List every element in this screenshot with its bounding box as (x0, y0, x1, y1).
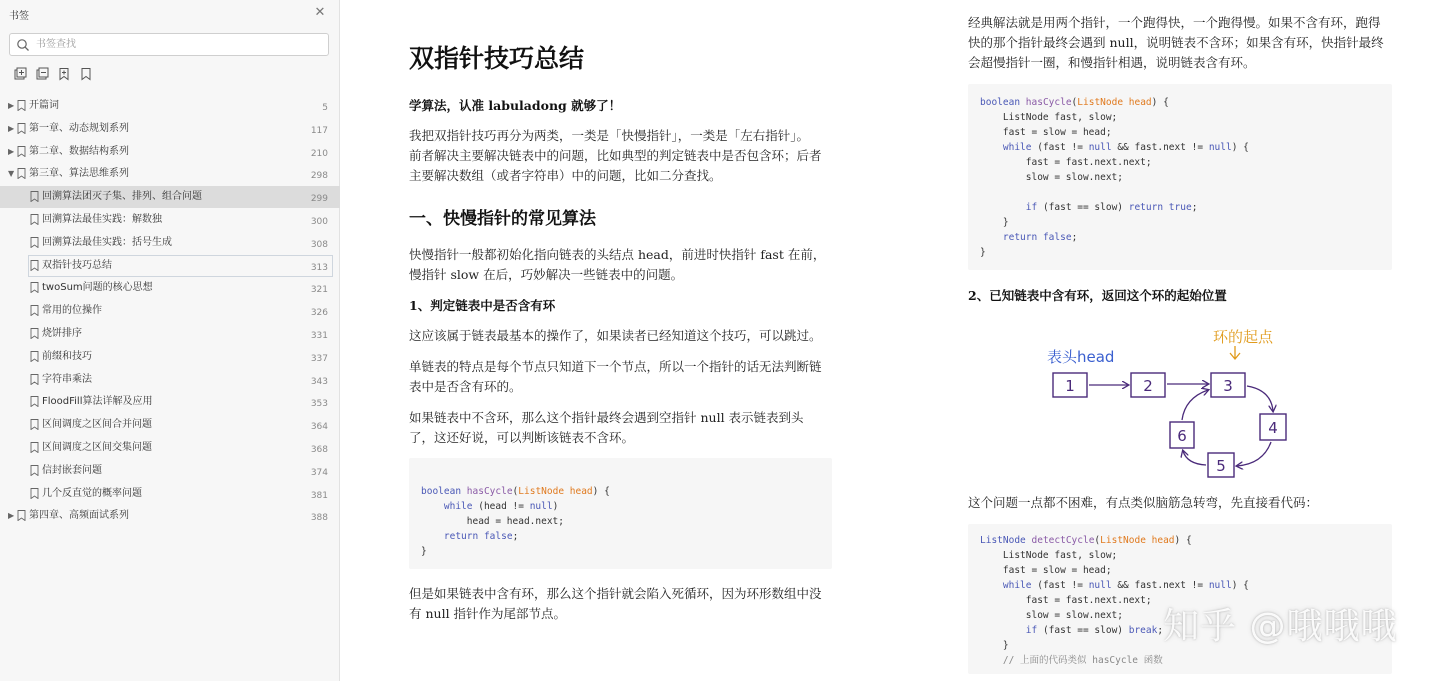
watermark: 知乎 @哦哦哦 (1163, 606, 1398, 647)
bookmark-item[interactable] (0, 369, 340, 391)
bookmark-item[interactable] (0, 163, 340, 185)
node-2 (1131, 373, 1165, 397)
bookmark-page-number: 381 (310, 490, 328, 501)
code-line: } (980, 640, 1009, 651)
bookmark-page-icon (30, 396, 39, 407)
code-line: if (fast == slow) break; (1025, 625, 1164, 636)
bookmark-label: 第一章、动态规划系列 (29, 122, 129, 134)
bookmark-page-icon (30, 488, 39, 499)
bookmark-page-number: 368 (310, 445, 328, 455)
right-intro-line-1: 经典解法就是用两个指针，一个跑得快，一个跑得慢。如果不含有环，跑得 (968, 15, 1381, 30)
svg-text:4: 4 (1268, 419, 1278, 437)
code-line: head = head.next; (421, 516, 564, 527)
svg-text:5: 5 (1216, 457, 1226, 475)
document-page-right (940, 0, 1440, 681)
bookmark-page-icon (30, 328, 39, 339)
sub1-para-2-line-1: 单链表的特点是每个节点只知道下一个节点，所以一个指针的话无法判断链 (409, 359, 822, 374)
bookmark-page-icon (30, 442, 39, 453)
bookmark-page-number: 308 (310, 239, 328, 250)
bookmark-label: 回溯算法最佳实践：解数独 (42, 214, 162, 225)
sub2-text: 这个问题一点都不困难，有点类似脑筋急转弯，先直接看代码： (968, 495, 1319, 510)
search-icon (16, 38, 30, 52)
bookmark-page-icon (30, 374, 39, 385)
section1-line-2: 慢指针 slow 在后，巧妙解决一些链表中的问题。 (409, 267, 684, 282)
svg-text:1: 1 (1065, 377, 1075, 395)
bookmark-item[interactable] (0, 95, 340, 117)
bookmark-label: 前缀和技巧 (42, 350, 92, 362)
chevron-right-icon[interactable]: ▶ (8, 101, 15, 110)
bookmark-item[interactable] (0, 186, 340, 208)
bookmark-label: 第四章、高频面试系列 (29, 510, 129, 522)
bookmark-label: 双指针技巧总结 (42, 259, 112, 271)
bookmark-page-number: 210 (310, 148, 328, 159)
code-line: slow = slow.next; (980, 610, 1123, 621)
bookmark-page-icon (30, 419, 39, 430)
subheading-1: 1、判定链表中是否含有环 (409, 298, 556, 313)
right-intro-line-2: 快的那个指针最终会遇到 null，说明链表不含环；如果含有环，快指针最终 (968, 35, 1384, 50)
code-line: while (head != null) (443, 501, 559, 512)
code-line: fast = fast.next.next; (980, 157, 1152, 168)
code-line: ListNode fast, slow; (980, 112, 1118, 123)
bookmark-label: 开篇词 (29, 100, 59, 111)
bookmark-search-box[interactable] (9, 33, 329, 56)
intro-line-3: 主要解决数组（或者字符串）中的问题，比如二分查找。 (409, 168, 722, 183)
bookmark-label: 第三章、算法思维系列 (29, 168, 129, 180)
bookmark-item[interactable] (0, 255, 340, 277)
bookmark-item[interactable] (0, 505, 340, 527)
bookmark-item[interactable] (0, 300, 340, 322)
bookmark-sidebar (0, 0, 340, 681)
collapse-all-icon[interactable] (35, 67, 49, 81)
cycle-start-label: 环的起点 (1213, 328, 1274, 346)
code-line: return false; (1002, 232, 1078, 243)
code-line: fast = slow = head; (980, 127, 1112, 138)
sub1-para-1: 这应该属于链表最基本的操作了，如果读者已经知道这个技巧，可以跳过。 (409, 328, 822, 343)
bookmark-page-icon (17, 123, 26, 134)
document-page-left (341, 0, 880, 681)
code-line: boolean hasCycle(ListNode head) { (980, 97, 1169, 108)
edge-5-6 (1183, 451, 1206, 465)
bookmark-page-icon (30, 305, 39, 316)
bookmark-label: 回溯算法最佳实践：括号生成 (42, 236, 172, 248)
node-4 (1260, 414, 1286, 440)
bookmark-page-icon (30, 260, 39, 271)
bookmark-item[interactable] (0, 323, 340, 345)
bookmark-item[interactable] (0, 118, 340, 140)
section-heading-1: 一、快慢指针的常见算法 (409, 209, 596, 229)
bookmark-page-icon (17, 100, 26, 111)
code-line: while (fast != null && fast.next != null) { (1002, 142, 1249, 153)
bookmark-page-number: 388 (310, 513, 328, 524)
bookmark-page-icon (17, 146, 26, 157)
bookmark-label: FloodFill算法详解及应用 (42, 396, 153, 408)
start-arrow (1230, 346, 1240, 359)
section1-line-1: 快慢指针一般都初始化指向链表的头结点 head，前进时快指针 fast 在前， (409, 247, 826, 262)
sub1-para-2-line-2: 表中是否含有环的。 (409, 379, 522, 394)
bookmark-page-number: 298 (310, 171, 328, 182)
bookmark-label: 字符串乘法 (42, 373, 92, 385)
right-intro-line-3: 会超慢指针一圈，和慢指针相遇，说明链表含有环。 (968, 55, 1256, 70)
bookmark-page-icon (17, 510, 26, 521)
bookmark-label: twoSum问题的核心思想 (42, 282, 153, 294)
bookmark-page-number: 5 (322, 103, 328, 113)
bookmark-page-number: 337 (310, 353, 328, 364)
bookmark-page-number: 313 (310, 262, 328, 273)
node-1 (1053, 373, 1087, 397)
bookmark-item[interactable] (0, 391, 340, 413)
after-code-line-2: 有 null 指针作为尾部节点。 (409, 606, 567, 621)
code-line: if (fast == slow) return true; (1025, 202, 1198, 213)
bookmark-item[interactable] (0, 232, 340, 254)
bookmark-item[interactable] (0, 483, 340, 505)
bookmark-page-icon (30, 214, 39, 225)
node-5 (1208, 453, 1234, 477)
page-title: 双指针技巧总结 (409, 44, 585, 73)
code-line: fast = fast.next.next; (980, 595, 1152, 606)
code-line: } (980, 247, 986, 258)
code-line: // 上面的代码类似 hasCycle 函数 (980, 655, 1163, 666)
chevron-right-icon[interactable]: ▶ (8, 123, 15, 133)
svg-text:2: 2 (1143, 377, 1153, 395)
bookmark-page-icon (30, 237, 39, 248)
bookmark-page-icon (30, 465, 39, 476)
node-3 (1211, 373, 1245, 397)
chevron-down-icon[interactable]: ▼ (8, 169, 15, 179)
bookmark-page-icon (17, 168, 26, 179)
edge-3-4 (1247, 386, 1273, 411)
code-line: slow = slow.next; (980, 172, 1123, 183)
code-line: ListNode detectCycle(ListNode head) { (980, 535, 1192, 546)
bookmark-page-number: 117 (310, 125, 328, 136)
bookmark-icon[interactable] (79, 67, 93, 81)
sidebar-title: 书签 (9, 11, 29, 22)
bookmark-item[interactable] (0, 460, 340, 482)
edge-4-5 (1237, 442, 1271, 466)
bookmark-item[interactable] (0, 414, 340, 436)
bookmark-page-icon (30, 282, 39, 293)
bookmark-item[interactable] (0, 437, 340, 459)
bookmark-page-number: 299 (310, 194, 328, 205)
intro-line-1: 我把双指针技巧再分为两类，一类是「快慢指针」，一类是「左右指针」。 (409, 128, 810, 143)
linked-list-cycle-diagram (1035, 318, 1295, 483)
add-bookmark-icon[interactable] (57, 67, 71, 81)
bookmark-label: 常用的位操作 (42, 305, 102, 317)
bookmark-search-input[interactable] (36, 36, 321, 53)
bookmark-label: 回溯算法团灭子集、排列、组合问题 (42, 191, 202, 203)
code-block-has-cycle-naive (409, 458, 832, 569)
bookmark-page-number: 374 (310, 467, 328, 478)
page-gap (880, 0, 940, 681)
bookmark-label: 区间调度之区间合并问题 (42, 419, 152, 431)
bookmark-page-number: 364 (310, 422, 328, 433)
chevron-right-icon[interactable]: ▶ (8, 511, 15, 521)
bookmark-page-icon (30, 351, 39, 362)
bookmark-page-number: 343 (310, 376, 328, 387)
bookmark-label: 信封嵌套问题 (42, 464, 102, 476)
bookmark-label: 区间调度之区间交集问题 (42, 442, 152, 453)
bookmark-label: 烧饼排序 (42, 328, 82, 339)
node-6 (1170, 422, 1194, 448)
bookmark-label: 第二章、数据结构系列 (29, 145, 129, 157)
svg-text:6: 6 (1177, 427, 1187, 445)
sub1-para-3-line-2: 了，这还好说，可以判断该链表不含环。 (409, 430, 635, 445)
code-line: } (980, 217, 1009, 228)
after-code-line-1: 但是如果链表中含有环，那么这个指针就会陷入死循环，因为环形数组中没 (409, 586, 822, 601)
chevron-right-icon[interactable]: ▶ (8, 146, 15, 156)
bookmark-page-number: 321 (310, 285, 328, 296)
tagline: 学算法，认准 labuladong 就够了！ (409, 98, 622, 113)
code-line: boolean hasCycle(ListNode head) { (421, 486, 610, 497)
bookmark-page-number: 331 (310, 331, 328, 341)
expand-all-icon[interactable] (13, 67, 27, 81)
code-block-has-cycle (968, 84, 1392, 270)
sub1-para-3-line-1: 如果链表中不含环，那么这个指针最终会遇到空指针 null 表示链表到头 (409, 410, 804, 425)
edge-6-3 (1182, 390, 1208, 420)
bookmark-page-number: 300 (310, 217, 328, 227)
bookmark-page-number: 326 (310, 308, 328, 319)
code-line: fast = slow = head; (980, 565, 1112, 576)
bookmark-page-number: 353 (310, 399, 328, 410)
bookmark-item[interactable] (0, 141, 340, 163)
close-icon[interactable]: ✕ (314, 5, 326, 20)
subheading-2: 2、已知链表中含有环，返回这个环的起始位置 (968, 288, 1227, 303)
bookmark-item[interactable] (0, 277, 340, 299)
bookmark-page-icon (30, 191, 39, 202)
head-label: 表头head (1047, 348, 1115, 366)
bookmark-label: 几个反直觉的概率问题 (42, 487, 142, 499)
code-line: while (fast != null && fast.next != null) { (1002, 580, 1249, 591)
bookmark-item[interactable] (0, 346, 340, 368)
intro-line-2: 前者解决主要解决链表中的问题，比如典型的判定链表中是否包含环；后者 (409, 148, 822, 163)
bookmark-item[interactable] (0, 209, 340, 231)
code-line: } (421, 546, 427, 557)
svg-text:3: 3 (1223, 377, 1233, 395)
code-line: return false; (443, 531, 519, 542)
code-line: ListNode fast, slow; (980, 550, 1118, 561)
